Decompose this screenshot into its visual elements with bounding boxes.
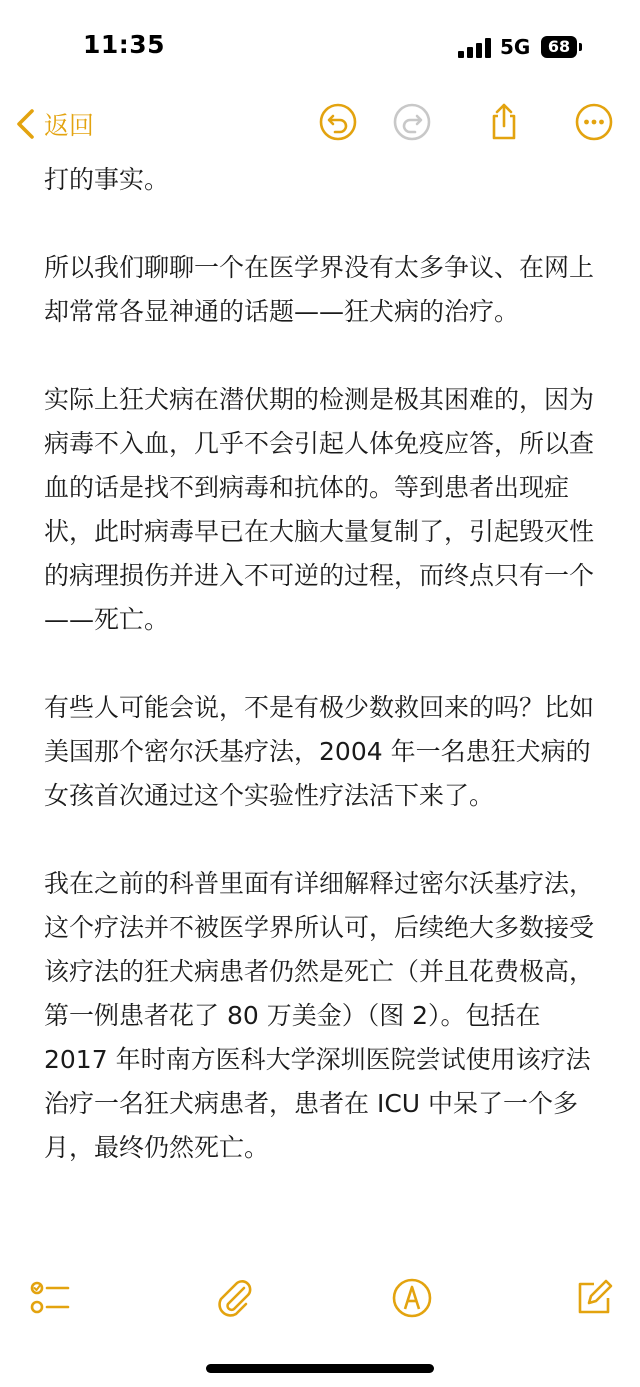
navigation-bar <box>0 96 640 156</box>
markup-pen-icon[interactable] <box>390 1276 434 1320</box>
undo-icon[interactable] <box>318 102 358 142</box>
status-time: 11:35 <box>83 30 166 59</box>
note-paragraph: 我在之前的科普里面有详细解释过密尔沃基疗法，这个疗法并不被医学界所认可，后续绝大多数接受该疗法的狂犬病患者仍然是死亡（并且花费极高，第一例患者花了 80 万美金）（图 2）。包括在 2017 年时南方医科大学深圳医院尝试使用该疗法治疗一名狂犬病患者，患者在 ICU 中呆了一个多月，最终仍然死亡。 <box>44 869 595 1162</box>
network-type: 5G <box>500 35 531 59</box>
back-button[interactable] <box>14 104 94 144</box>
share-icon[interactable] <box>484 102 524 142</box>
battery-icon: 68 <box>541 36 577 58</box>
bottom-toolbar <box>0 1268 640 1328</box>
status-bar <box>0 0 640 96</box>
note-body[interactable] <box>44 158 600 1214</box>
note-paragraph: 打的事实。 <box>44 165 170 194</box>
cellular-signal-icon <box>458 38 492 58</box>
redo-icon[interactable] <box>392 102 432 142</box>
chevron-left-icon <box>14 107 38 141</box>
battery-tip <box>579 43 582 51</box>
more-icon[interactable] <box>574 102 614 142</box>
back-label: 返回 <box>44 111 95 140</box>
checklist-icon[interactable] <box>28 1276 72 1320</box>
note-paragraph: 有些人可能会说，不是有极少数救回来的吗？比如美国那个密尔沃基疗法，2004 年一名患狂犬病的女孩首次通过这个实验性疗法活下来了。 <box>44 693 595 810</box>
home-indicator[interactable] <box>206 1364 434 1373</box>
paperclip-icon[interactable] <box>212 1276 256 1320</box>
compose-icon[interactable] <box>572 1276 616 1320</box>
note-paragraph: 所以我们聊聊一个在医学界没有太多争议、在网上却常常各显神通的话题——狂犬病的治疗。 <box>44 253 595 326</box>
note-paragraph: 实际上狂犬病在潜伏期的检测是极其困难的，因为病毒不入血，几乎不会引起人体免疫应答，所以查血的话是找不到病毒和抗体的。等到患者出现症状，此时病毒早已在大脑大量复制了，引起毁灭性的病理损伤并进入不可逆的过程，而终点只有一个——死亡。 <box>44 385 595 634</box>
